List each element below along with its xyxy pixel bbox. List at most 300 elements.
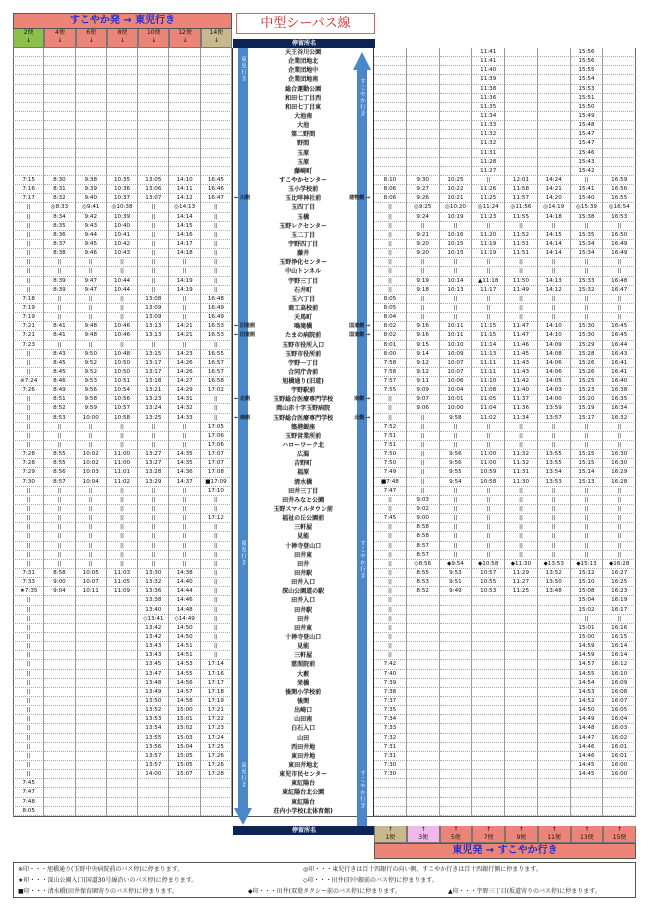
right-time-cell [472, 642, 505, 651]
right-time-cell [440, 670, 473, 679]
left-time-cell: 8:49 [44, 386, 75, 395]
left-time-cell [44, 112, 75, 121]
left-time-cell [107, 167, 138, 176]
left-time-cell [107, 57, 138, 66]
left-time-cell: ◎8:33 [44, 203, 75, 212]
right-time-cell: 15:54 [571, 75, 604, 84]
right-time-cell: 16:01 [603, 752, 636, 761]
left-time-cell: 8:45 [44, 368, 75, 377]
bus-number-13便 [571, 826, 604, 843]
right-time-cell: || [571, 542, 604, 551]
right-time-cell [407, 688, 440, 697]
left-time-cell: 9:38 [76, 176, 107, 185]
left-time-cell: || [138, 203, 169, 212]
right-time-cell: || [374, 606, 407, 615]
left-time-cell: 7:21 [13, 331, 44, 340]
left-time-cell [13, 139, 44, 148]
right-time-cell: || [407, 414, 440, 423]
right-time-cell: || [407, 450, 440, 459]
left-time-cell: || [13, 231, 44, 240]
bus-label: 2便 [23, 29, 34, 36]
left-time-cell [201, 94, 232, 103]
stop-name [232, 660, 374, 669]
stop-name-label: 玉二丁目 [291, 231, 316, 239]
right-time-cell: 13:53 [538, 478, 571, 487]
right-time-cell: 13:59 [538, 404, 571, 413]
right-time-cell [440, 66, 473, 75]
left-time-cell [138, 788, 169, 797]
left-time-cell: || [169, 423, 200, 432]
stop-name-label: 田井 [297, 615, 310, 623]
right-time-cell: 10:19 [440, 213, 473, 222]
left-time-cell: 7:29 [13, 468, 44, 477]
left-time-cell: 14:19 [169, 277, 200, 286]
stop-name [232, 560, 374, 569]
right-time-cell [407, 615, 440, 624]
right-time-cell: ◎10:20 [440, 203, 473, 212]
left-time-cell [76, 633, 107, 642]
left-time-cell [44, 615, 75, 624]
bus-label: 1便 [385, 834, 396, 841]
left-time-cell [76, 651, 107, 660]
stop-name-label: 玉野市役所入口 [282, 341, 325, 349]
left-time-cell: || [76, 560, 107, 569]
right-time-cell: 10:25 [440, 176, 473, 185]
left-time-cell: || [13, 441, 44, 450]
stop-name [232, 706, 374, 715]
right-direction-arrow [357, 70, 367, 826]
stop-name [232, 167, 374, 176]
right-time-cell: 14:45 [571, 761, 604, 770]
left-time-cell: || [138, 341, 169, 350]
right-time-cell [538, 596, 571, 605]
right-time-cell [538, 743, 571, 752]
stop-name-label: 鳴滝橋 [294, 323, 313, 331]
right-time-cell [407, 670, 440, 679]
left-time-cell [76, 788, 107, 797]
right-time-cell: 11:43 [505, 359, 538, 368]
right-time-cell [374, 798, 407, 807]
right-time-cell: 7:31 [374, 752, 407, 761]
right-time-cell: ▲11:18 [472, 277, 505, 286]
left-time-cell: 17:06 [201, 441, 232, 450]
right-time-cell [440, 48, 473, 57]
left-time-cell [76, 167, 107, 176]
stop-name-label: 東紅陽台 [291, 798, 316, 806]
right-time-cell [505, 57, 538, 66]
right-time-cell: || [603, 496, 636, 505]
right-time-cell [505, 149, 538, 158]
left-time-cell: || [169, 487, 200, 496]
right-time-cell [407, 724, 440, 733]
left-time-cell [44, 770, 75, 779]
right-time-cell [505, 103, 538, 112]
stop-name [232, 441, 374, 450]
right-time-cell: 9:53 [440, 569, 473, 578]
left-time-cell: || [13, 761, 44, 770]
left-time-cell [76, 807, 107, 816]
right-time-cell: 15:51 [571, 94, 604, 103]
right-time-cell: 16:41 [603, 368, 636, 377]
right-time-cell: 10:06 [440, 377, 473, 386]
bus-number-5便 [440, 826, 473, 843]
right-time-cell [538, 642, 571, 651]
up-arrow-icon: ↑ [420, 826, 426, 833]
right-time-cell [440, 752, 473, 761]
left-time-cell [169, 66, 200, 75]
right-time-cell [440, 724, 473, 733]
left-time-cell: 17:26 [201, 752, 232, 761]
left-time-cell [76, 734, 107, 743]
left-time-cell: || [13, 368, 44, 377]
left-time-cell: || [169, 523, 200, 532]
left-time-cell: 9:48 [76, 331, 107, 340]
right-time-cell: || [505, 423, 538, 432]
right-time-cell: 10:58 [472, 478, 505, 487]
right-time-cell: || [374, 532, 407, 541]
right-time-cell: 15:30 [571, 331, 604, 340]
left-time-cell: || [13, 624, 44, 633]
right-time-cell [603, 85, 636, 94]
right-time-cell: 16:55 [603, 194, 636, 203]
left-time-cell: 11:09 [107, 587, 138, 596]
right-time-cell: ◆11:30 [505, 560, 538, 569]
right-time-cell: 11:45 [505, 350, 538, 359]
stop-header-bottom: 停留所名 [233, 826, 375, 835]
left-time-cell: 13:08 [138, 295, 169, 304]
right-time-cell [440, 807, 473, 816]
stop-name-label: 岡山赤十字玉野病院 [276, 405, 331, 413]
right-time-cell: 11:40 [505, 386, 538, 395]
left-time-cell: 10:48 [107, 350, 138, 359]
right-time-cell: || [440, 295, 473, 304]
left-time-cell [44, 734, 75, 743]
left-time-cell: 14:37 [169, 478, 200, 487]
left-time-cell: 14:14 [169, 213, 200, 222]
right-time-cell: || [472, 542, 505, 551]
left-time-cell: 9:59 [76, 404, 107, 413]
right-time-cell: || [374, 414, 407, 423]
right-time-cell [538, 606, 571, 615]
right-time-cell [538, 624, 571, 633]
right-time-cell: 11:32 [505, 450, 538, 459]
stop-name-label: 大池 [297, 122, 310, 130]
left-time-cell: || [169, 560, 200, 569]
right-time-cell: 15:53 [571, 85, 604, 94]
left-time-cell: 11:02 [107, 478, 138, 487]
left-time-cell [76, 770, 107, 779]
right-time-cell: 9:19 [407, 277, 440, 286]
right-time-cell: 9:03 [407, 496, 440, 505]
right-time-cell: 14:10 [538, 331, 571, 340]
right-time-cell: 7:32 [374, 734, 407, 743]
left-time-cell: || [107, 496, 138, 505]
right-time-cell [407, 103, 440, 112]
left-time-cell: || [138, 432, 169, 441]
left-time-cell [44, 75, 75, 84]
left-time-cell [44, 688, 75, 697]
left-time-cell: ※7:24 [13, 377, 44, 386]
left-time-cell: 13:55 [138, 734, 169, 743]
left-time-cell: 7:19 [13, 313, 44, 322]
stop-name-label: 田井入口 [291, 579, 316, 587]
right-time-cell: || [505, 505, 538, 514]
right-time-cell: 15:35 [571, 231, 604, 240]
left-time-cell [44, 130, 75, 139]
right-time-cell: 9:14 [407, 350, 440, 359]
right-time-cell [603, 48, 636, 57]
right-time-cell [603, 121, 636, 130]
bus-number-9便 [505, 826, 538, 843]
right-time-cell: 11:23 [472, 213, 505, 222]
left-time-cell: || [138, 213, 169, 222]
stop-name [232, 139, 374, 148]
right-time-cell: 13:54 [538, 468, 571, 477]
right-time-cell [603, 94, 636, 103]
left-side-note: ← 北側 [234, 396, 251, 403]
right-time-cell [472, 660, 505, 669]
left-time-cell: ◎9:41 [76, 203, 107, 212]
left-time-cell: 17:16 [201, 670, 232, 679]
right-time-cell: 10:04 [440, 386, 473, 395]
right-time-cell: ◆15:13 [571, 560, 604, 569]
right-time-cell: || [440, 304, 473, 313]
right-time-cell: 11:46 [505, 341, 538, 350]
right-time-cell: || [374, 258, 407, 267]
right-time-cell: 16:45 [603, 331, 636, 340]
right-time-cell: 15:47 [571, 139, 604, 148]
right-time-cell: 8:10 [374, 176, 407, 185]
right-time-cell [505, 706, 538, 715]
left-time-cell [201, 85, 232, 94]
left-time-cell: 14:56 [169, 679, 200, 688]
right-time-cell [505, 688, 538, 697]
footnote: ◎印・・・東児行きは百十四銀行の向い側、すこやか行きは百十四銀行側に停まります。 [303, 866, 542, 873]
left-time-cell: 17:19 [201, 697, 232, 706]
bus-number-8便 [107, 29, 138, 48]
left-direction-arrow [238, 48, 248, 810]
right-time-cell: 16:17 [603, 606, 636, 615]
right-time-cell [472, 706, 505, 715]
down-arrow-icon: ↓ [213, 37, 219, 44]
stop-name-label: 田井 [297, 560, 310, 568]
left-time-cell: || [138, 560, 169, 569]
right-time-cell [407, 734, 440, 743]
left-time-cell [107, 743, 138, 752]
right-time-cell: 15:20 [571, 395, 604, 404]
left-time-cell [169, 57, 200, 66]
left-time-cell: 10:44 [107, 277, 138, 286]
left-time-cell: 16:57 [201, 359, 232, 368]
left-time-cell: ★7:35 [13, 587, 44, 596]
left-time-cell: || [107, 341, 138, 350]
right-time-cell [440, 798, 473, 807]
left-time-cell: 14:17 [169, 240, 200, 249]
stop-name-label: 十禅寺登山口 [285, 634, 322, 641]
left-time-cell [169, 48, 200, 57]
left-time-cell: 9:00 [44, 578, 75, 587]
right-time-cell [505, 642, 538, 651]
left-time-cell: 8:38 [44, 249, 75, 258]
left-time-cell: || [169, 267, 200, 276]
left-time-cell: || [169, 304, 200, 313]
left-time-cell: || [76, 432, 107, 441]
right-time-cell [538, 660, 571, 669]
right-time-cell [538, 633, 571, 642]
left-time-cell [107, 706, 138, 715]
right-time-cell: 11:17 [472, 286, 505, 295]
left-time-cell: || [107, 532, 138, 541]
right-time-cell [472, 770, 505, 779]
right-time-cell: 9:12 [407, 368, 440, 377]
left-time-cell: || [201, 596, 232, 605]
right-time-cell: || [374, 542, 407, 551]
right-time-cell: 14:13 [538, 277, 571, 286]
left-time-cell: 15:02 [169, 724, 200, 733]
right-time-cell [440, 615, 473, 624]
left-time-cell: 14:50 [169, 633, 200, 642]
left-time-cell: || [201, 404, 232, 413]
stop-name-label: 天王谷川公園 [285, 49, 322, 56]
right-time-cell: || [538, 295, 571, 304]
stop-name [232, 633, 374, 642]
right-time-cell [440, 779, 473, 788]
right-time-cell: || [472, 523, 505, 532]
right-time-cell: 11:32 [505, 459, 538, 468]
left-time-cell: || [201, 606, 232, 615]
right-time-cell [407, 798, 440, 807]
left-time-cell: || [107, 432, 138, 441]
left-time-cell: 17:21 [201, 706, 232, 715]
left-time-cell: || [13, 551, 44, 560]
right-time-cell: 10:11 [440, 322, 473, 331]
right-bus-numbers [374, 826, 636, 843]
right-time-cell: || [374, 596, 407, 605]
right-time-cell: 11:04 [472, 404, 505, 413]
left-time-cell: 8:31 [44, 185, 75, 194]
left-time-cell [76, 679, 107, 688]
right-time-cell: 15:19 [571, 404, 604, 413]
right-time-cell: 8:00 [374, 350, 407, 359]
left-time-cell: || [76, 295, 107, 304]
left-time-cell: || [76, 523, 107, 532]
right-time-cell: 9:51 [440, 578, 473, 587]
left-time-cell: 15:05 [169, 752, 200, 761]
right-time-cell: 15:56 [571, 48, 604, 57]
right-time-cell: || [374, 240, 407, 249]
left-time-cell: || [44, 313, 75, 322]
right-time-cell: 16:02 [603, 734, 636, 743]
right-time-cell: 7:58 [374, 359, 407, 368]
left-time-cell [76, 743, 107, 752]
left-time-cell [76, 149, 107, 158]
left-time-cell: 9:40 [76, 194, 107, 203]
left-time-cell: || [44, 423, 75, 432]
right-time-cell: 14:03 [538, 386, 571, 395]
right-time-cell [603, 158, 636, 167]
right-time-cell: || [440, 505, 473, 514]
right-time-cell: 7:42 [374, 660, 407, 669]
timetable-grid [13, 48, 636, 817]
stop-name [232, 523, 374, 532]
right-time-cell: || [603, 432, 636, 441]
right-time-cell: || [407, 304, 440, 313]
right-time-cell: || [603, 542, 636, 551]
left-time-cell: || [13, 267, 44, 276]
right-time-cell: || [374, 578, 407, 587]
right-time-cell [440, 85, 473, 94]
left-time-cell: || [169, 432, 200, 441]
right-time-cell [407, 633, 440, 642]
right-time-cell [472, 807, 505, 816]
right-time-cell [407, 596, 440, 605]
route-title: 中型シーパス線 [236, 13, 375, 34]
right-time-cell: 11:28 [472, 158, 505, 167]
left-time-cell: || [13, 523, 44, 532]
left-time-cell [13, 66, 44, 75]
right-time-cell: 13:57 [538, 414, 571, 423]
right-time-cell: 8:05 [374, 304, 407, 313]
left-time-cell: 10:02 [76, 450, 107, 459]
left-time-cell: 8:43 [44, 350, 75, 359]
right-side-note: 国道側 → [349, 323, 371, 330]
bus-number-2便 [13, 29, 44, 48]
left-time-cell: 14:51 [169, 651, 200, 660]
left-time-cell: || [76, 487, 107, 496]
left-time-cell [169, 75, 200, 84]
stop-name-label: 商工高校前 [288, 304, 319, 312]
right-time-cell: || [571, 441, 604, 450]
left-time-cell: || [201, 203, 232, 212]
left-time-cell [169, 798, 200, 807]
right-time-cell: 14:21 [538, 185, 571, 194]
right-time-cell [407, 807, 440, 816]
right-time-cell [374, 167, 407, 176]
right-time-cell: 16:44 [603, 341, 636, 350]
left-time-cell: || [76, 532, 107, 541]
stop-name [232, 496, 374, 505]
left-time-cell: || [76, 542, 107, 551]
left-time-cell [169, 112, 200, 121]
left-time-cell [138, 66, 169, 75]
left-time-cell: 15:07 [169, 770, 200, 779]
right-time-cell: || [374, 560, 407, 569]
stop-name [232, 761, 374, 770]
left-time-cell: || [13, 258, 44, 267]
right-time-cell: 8:02 [374, 322, 407, 331]
up-arrowhead-icon [353, 52, 371, 70]
right-time-cell: || [538, 505, 571, 514]
right-time-cell: 14:53 [571, 688, 604, 697]
left-time-cell [107, 715, 138, 724]
right-time-cell: 15:23 [571, 386, 604, 395]
right-time-cell: ◆13:53 [538, 560, 571, 569]
right-time-cell: 9:09 [407, 386, 440, 395]
stop-name-label: 荘内小学校(北体育館) [273, 807, 333, 815]
left-time-cell [138, 112, 169, 121]
right-time-cell [407, 167, 440, 176]
right-time-cell [440, 642, 473, 651]
left-time-cell: 9:46 [76, 249, 107, 258]
left-time-cell: || [44, 551, 75, 560]
right-time-cell: 16:00 [603, 770, 636, 779]
right-time-cell: || [440, 423, 473, 432]
left-time-cell: || [201, 569, 232, 578]
right-time-cell: || [374, 395, 407, 404]
right-time-cell [374, 149, 407, 158]
bus-number-3便 [407, 826, 440, 843]
left-time-cell: 8:32 [44, 194, 75, 203]
